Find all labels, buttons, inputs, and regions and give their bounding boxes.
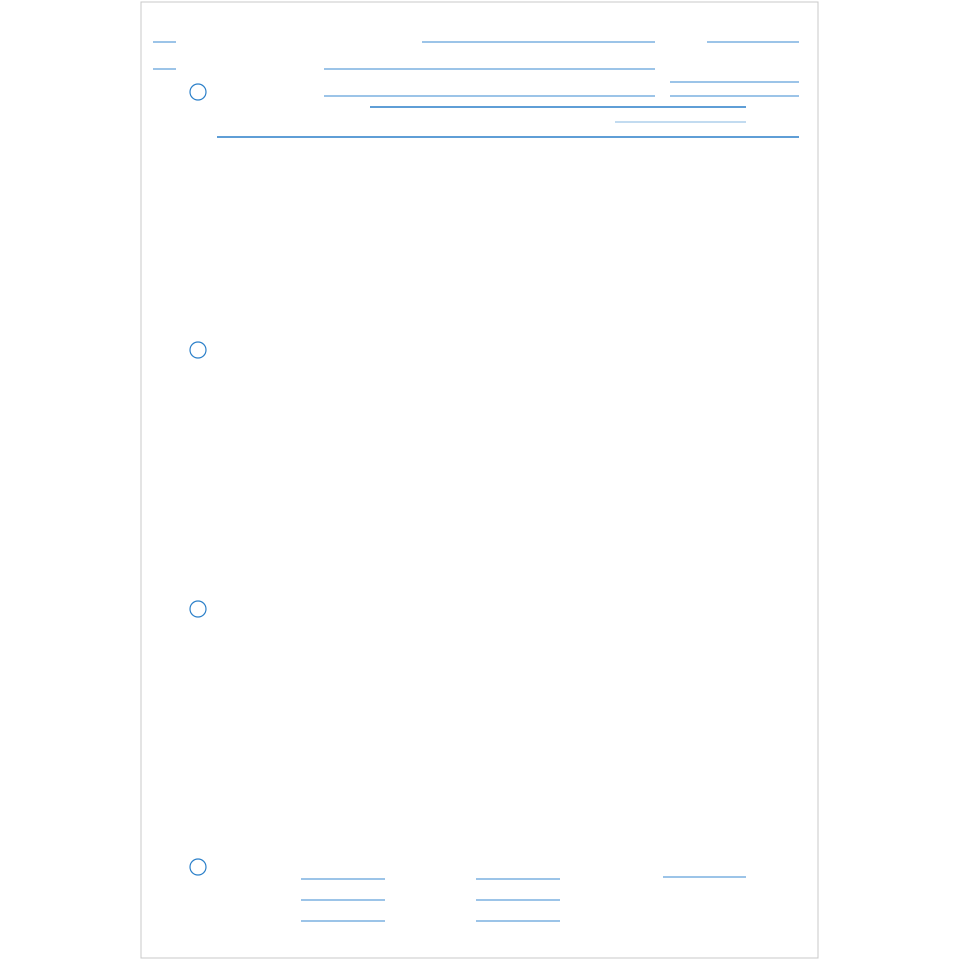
punch-hole-1: [190, 84, 206, 100]
punch-hole-2: [190, 342, 206, 358]
page-border: [141, 2, 818, 958]
punch-hole-4: [190, 859, 206, 875]
punch-hole-3: [190, 601, 206, 617]
